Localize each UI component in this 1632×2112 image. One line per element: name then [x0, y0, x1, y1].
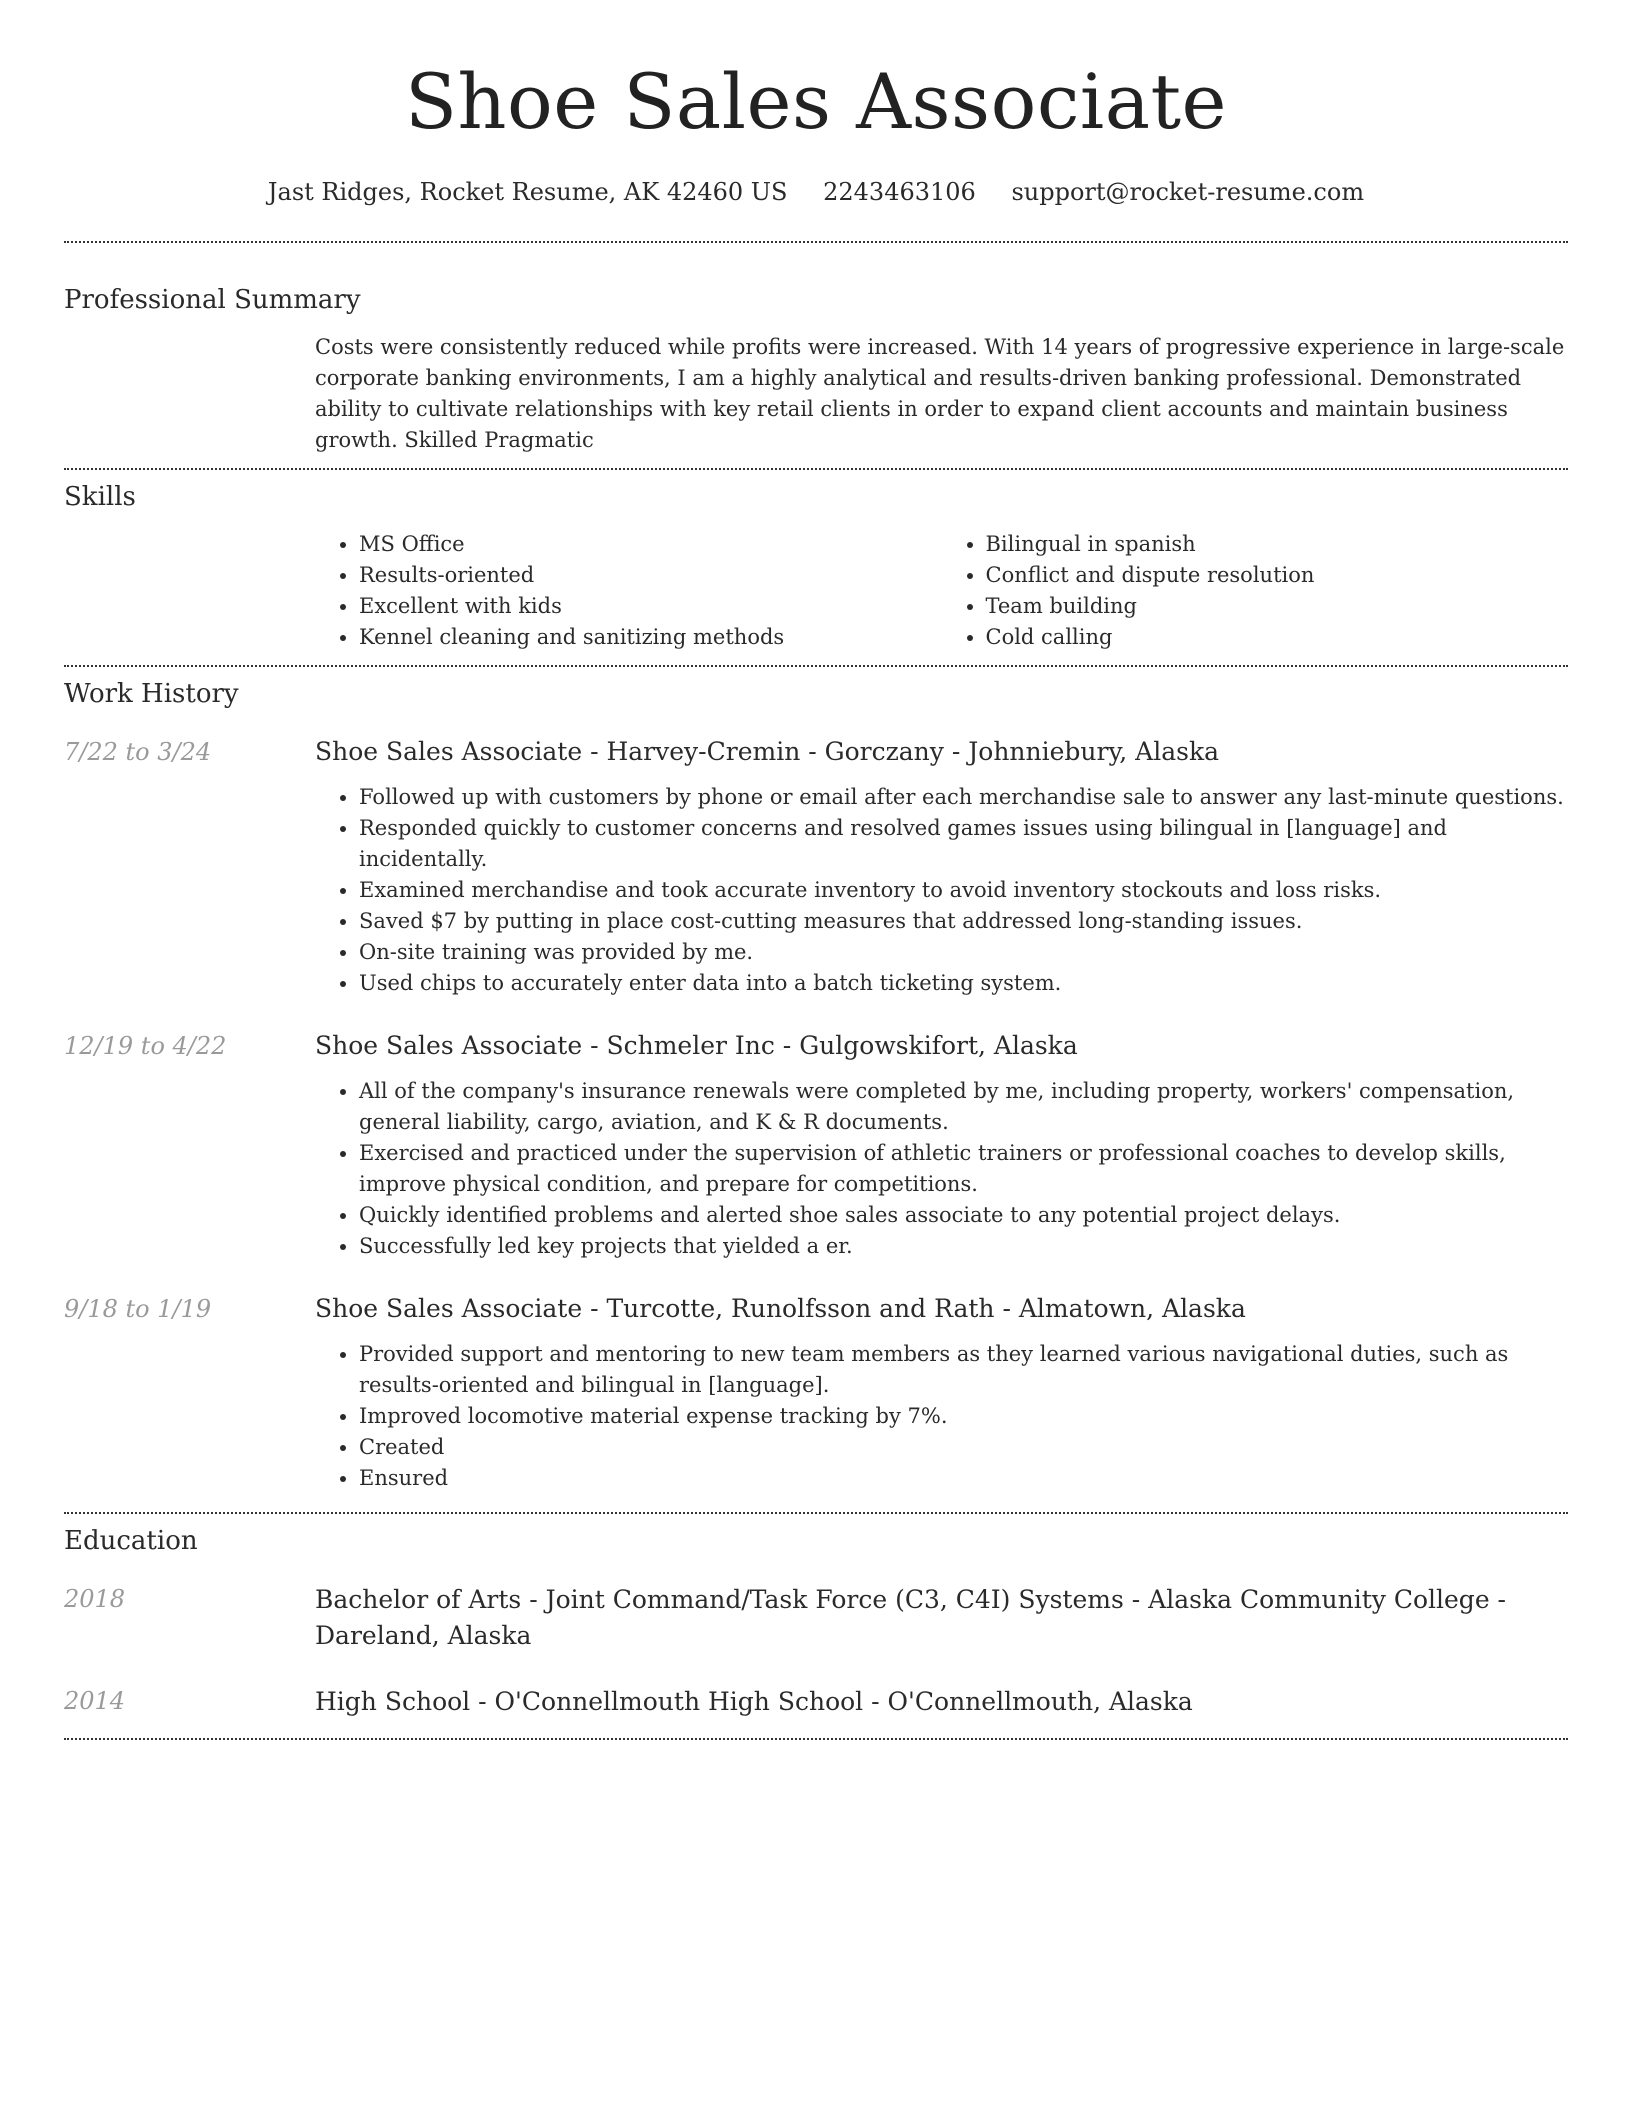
job-bullet: • Quickly identified problems and alerted shoe sales associate to any potential project delays. [359, 1200, 1568, 1231]
job-dates: 7/22 to 3/24 [64, 738, 212, 766]
job-title: Shoe Sales Associate - Turcotte, Runolfsson and Rath - Almatown, Alaska [315, 1294, 1246, 1323]
education-heading: Education [64, 1526, 198, 1556]
contact-line [64, 176, 1568, 208]
job-bullet: • Provided support and mentoring to new team members as they learned various navigational duties, such as results-oriented and bilingual in [language]. [359, 1339, 1568, 1401]
skills-column-left [315, 529, 942, 653]
contact-phone: 2243463106 [823, 178, 976, 206]
skills-list [64, 529, 1568, 653]
skill-item: • Kennel cleaning and sanitizing methods [359, 622, 942, 653]
job-title: Shoe Sales Associate - Schmeler Inc - Gulgowskifort, Alaska [315, 1031, 1078, 1060]
skill-item: • Cold calling [986, 622, 1569, 653]
education-year: 2018 [64, 1585, 126, 1613]
job-content [315, 735, 1568, 999]
summary-text: Costs were consistently reduced while profits were increased. With 14 years of progressive experience in large-scale corporate banking environments, I am a highly analytical and results-driven banking professional. Demonstrated ability to cultivate relationships with key retail clients in order to expand client accounts and maintain business growth. Skilled Pragmatic [315, 335, 1565, 452]
section-divider [64, 241, 1568, 243]
education-details: High School - O'Connellmouth High School - O'Connellmouth, Alaska [315, 1687, 1193, 1716]
section-divider [64, 1738, 1568, 1740]
skills-heading: Skills [64, 482, 136, 512]
job-title: Shoe Sales Associate - Harvey-Cremin - Gorczany - Johnniebury, Alaska [315, 737, 1220, 766]
job-bullet: • Saved $7 by putting in place cost-cutting measures that addressed long-standing issues. [359, 906, 1568, 937]
job-entry [64, 1292, 1568, 1494]
job-bullet: • Ensured [359, 1463, 1568, 1494]
skill-item: • Conflict and dispute resolution [986, 560, 1569, 591]
skill-item: • Results-oriented [359, 560, 942, 591]
job-entry [64, 1029, 1568, 1262]
contact-address: Jast Ridges, Rocket Resume, AK 42460 US [267, 178, 788, 206]
section-divider [64, 468, 1568, 470]
summary-heading: Professional Summary [64, 285, 361, 315]
job-bullets [315, 1076, 1568, 1262]
job-bullet: • Improved locomotive material expense tracking by 7%. [359, 1401, 1568, 1432]
contact-email: support@rocket-resume.com [1011, 178, 1365, 206]
job-entry [64, 735, 1568, 999]
section-divider [64, 1512, 1568, 1514]
skills-column-right [942, 529, 1569, 653]
skill-item: • Bilingual in spanish [986, 529, 1569, 560]
job-bullet: • Successfully led key projects that yielded a er. [359, 1231, 1568, 1262]
job-bullet: • Followed up with customers by phone or email after each merchandise sale to answer any last-minute questions. [359, 782, 1568, 813]
job-bullet: • Responded quickly to customer concerns and resolved games issues using bilingual in [language] and incidentally. [359, 813, 1568, 875]
resume-title: Shoe Sales Associate [404, 57, 1228, 146]
job-content [315, 1292, 1568, 1494]
job-dates: 9/18 to 1/19 [64, 1295, 212, 1323]
job-dates: 12/19 to 4/22 [64, 1032, 227, 1060]
education-year: 2014 [64, 1687, 126, 1715]
work-history-heading: Work History [64, 679, 239, 709]
job-bullet: • Used chips to accurately enter data into a batch ticketing system. [359, 968, 1568, 999]
skill-item: • Team building [986, 591, 1569, 622]
job-content [315, 1029, 1568, 1262]
skill-item: • MS Office [359, 529, 942, 560]
resume-page [64, 0, 1568, 1740]
job-bullet: • Created [359, 1432, 1568, 1463]
job-bullet: • On-site training was provided by me. [359, 937, 1568, 968]
job-bullet: • Examined merchandise and took accurate inventory to avoid inventory stockouts and loss risks. [359, 875, 1568, 906]
job-bullet: • All of the company's insurance renewals were completed by me, including property, workers' compensation, general liability, cargo, aviation, and K & R documents. [359, 1076, 1568, 1138]
education-entry [64, 1582, 1568, 1654]
job-bullets [315, 782, 1568, 999]
section-divider [64, 665, 1568, 667]
skill-item: • Excellent with kids [359, 591, 942, 622]
job-bullet: • Exercised and practiced under the supervision of athletic trainers or professional coaches to develop skills, improve physical condition, and prepare for competitions. [359, 1138, 1568, 1200]
job-bullets [315, 1339, 1568, 1494]
education-details: Bachelor of Arts - Joint Command/Task Force (C3, C4I) Systems - Alaska Community College - Dareland, Alaska [315, 1585, 1507, 1650]
education-entry [64, 1684, 1568, 1720]
